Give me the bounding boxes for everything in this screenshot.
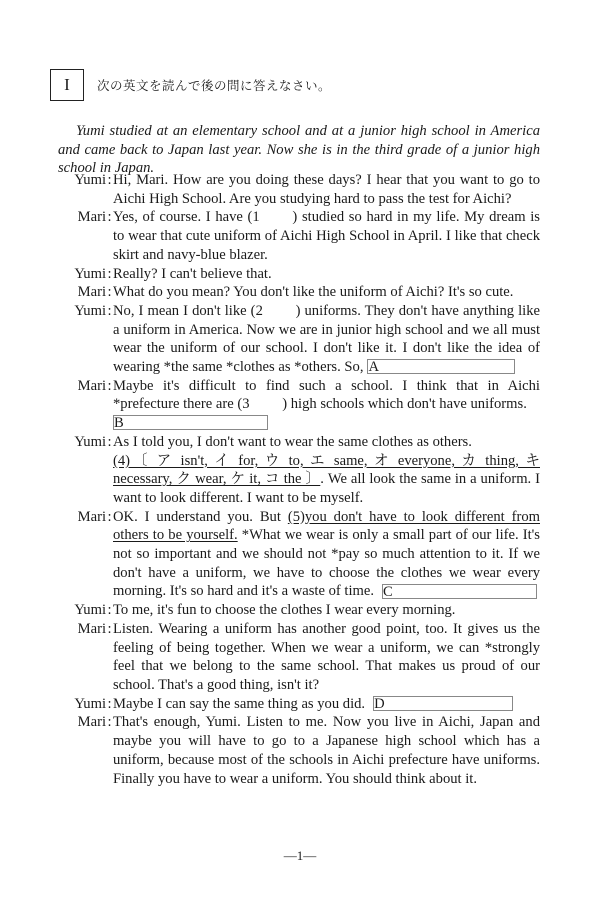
text-segment: . We all look the same in a uniform. I want to look different. I want to be myself. xyxy=(113,471,540,506)
colon: : xyxy=(107,695,112,712)
intro-paragraph: Yumi studied at an elementary school and at a junior high school in America and came back to Japan last year. Now she is in the third grade of a junior high school in Japan. xyxy=(58,123,540,177)
text-segment: ) uniforms. They don't have anything like a uniform in America. Now we are in junior high school and we all must wear the uniform of our school. I don't like it. I don't like the idea of wearing *the same *clothes as *others. So, xyxy=(113,302,540,376)
page-number: —1— xyxy=(283,848,317,863)
underlined-question-5: (5)you don't have to look different from others to be yourself. xyxy=(113,508,540,544)
dialog-text xyxy=(113,508,540,602)
text-segment: OK. I understand you. But xyxy=(113,508,288,525)
dialog-text xyxy=(113,208,540,264)
text-segment: No, I mean I don't like ( xyxy=(113,302,256,319)
text-segment: ) studied so hard in my life. My dream is to wear that cute uniform of Aichi High School in April. I like that check skirt and navy-blue blazer. xyxy=(113,209,540,263)
speaker-name: Mari xyxy=(77,209,106,226)
colon: : xyxy=(107,172,112,188)
dialog-text: What do you mean? You don't like the uniform of Aichi? It's so cute. xyxy=(113,284,514,301)
answer-blank-c: C xyxy=(382,584,537,599)
colon: : xyxy=(107,620,112,637)
text-segment: *What we wear is only a small part of our life. It's not so important and we should not *pay so much attention to it. If we don't have a uniform, we have to choose the clothes we wear every morning. It's so hard and it's a waste of time. xyxy=(113,527,540,600)
dialog-turn xyxy=(56,508,540,602)
speaker-name: Yumi xyxy=(74,172,106,188)
dialog-text: Hi, Mari. How are you doing these days? I hear that you want to go to Aichi High School. Are you studying hard to pass the test for Aichi? xyxy=(113,172,540,207)
dialog-text: Really? I can't believe that. xyxy=(113,265,272,282)
dialog-turn xyxy=(56,620,540,695)
dialog-turn xyxy=(56,302,540,377)
question-number-2: 2 xyxy=(255,302,263,319)
dialog xyxy=(56,171,540,788)
colon: : xyxy=(107,377,112,394)
dialog-turn xyxy=(56,695,540,714)
text-segment: ) high schools which don't have uniforms. xyxy=(282,396,527,413)
section-number-box: I xyxy=(50,69,84,101)
speaker-name: Mari xyxy=(77,508,106,525)
dialog-text: Listen. Wearing a uniform has another good point, too. It gives us the feeling of being together. When we wear a uniform, we can *strongly feel that we belong to the same school. That makes us proud of our school. That's a good thing, isn't it? xyxy=(113,620,540,693)
colon: : xyxy=(107,302,112,319)
answer-blank-b: B xyxy=(113,415,268,430)
dialog-turn xyxy=(56,601,540,620)
speaker-name: Mari xyxy=(77,284,106,301)
speaker-name: Yumi xyxy=(74,302,106,319)
colon: : xyxy=(107,508,112,525)
colon: : xyxy=(107,714,112,731)
text-segment: Maybe I can say the same thing as you did. xyxy=(113,695,366,712)
dialog-text xyxy=(113,695,540,714)
speaker-name: Yumi xyxy=(74,265,106,282)
dialog-turn xyxy=(56,433,540,508)
colon: : xyxy=(107,433,112,450)
colon: : xyxy=(107,265,112,282)
dialog-text xyxy=(113,377,540,433)
speaker-name: Mari xyxy=(77,620,106,637)
dialog-text xyxy=(113,433,540,508)
answer-blank-a: A xyxy=(367,359,515,374)
text-segment: As I told you, I don't want to wear the same clothes as others. xyxy=(113,433,472,450)
colon: : xyxy=(107,602,112,619)
dialog-turn xyxy=(56,377,540,433)
dialog-turn xyxy=(56,265,540,284)
speaker-name: Yumi xyxy=(74,602,106,619)
speaker-name: Mari xyxy=(77,714,106,731)
section-instruction: 次の英文を読んで後の問に答えなさい。 xyxy=(97,78,332,93)
text-segment: Maybe it's difficult to find such a school. I think that in Aichi *prefecture there are ( xyxy=(113,377,540,413)
text-segment: Yes, of course. I have ( xyxy=(113,209,253,226)
dialog-turn xyxy=(56,171,540,208)
dialog-turn xyxy=(56,283,540,302)
speaker-name: Mari xyxy=(77,377,106,394)
speaker-name: Yumi xyxy=(74,433,106,450)
question-number-1: 1 xyxy=(252,209,260,226)
dialog-turn xyxy=(56,713,540,788)
speaker-name: Yumi xyxy=(74,695,106,712)
dialog-text xyxy=(113,302,540,377)
colon: : xyxy=(107,284,112,301)
colon: : xyxy=(107,209,112,226)
question-number-3: 3 xyxy=(242,396,250,413)
answer-blank-d: D xyxy=(373,696,513,711)
scramble-question-4: (4)〔 ア isn't, イ for, ウ to, エ same, オ everyone, カ thing, キ necessary, ク wear, ケ it, コ the 〕 xyxy=(113,452,540,488)
dialog-turn xyxy=(56,208,540,264)
dialog-text: That's enough, Yumi. Listen to me. Now you live in Aichi, Japan and maybe you will have to go to a Japanese high school which has a uniform, because most of the schools in Aichi prefecture have uniforms. Finally you have to wear a uniform. You should think about it. xyxy=(113,714,540,787)
dialog-text: To me, it's fun to choose the clothes I wear every morning. xyxy=(113,602,456,619)
